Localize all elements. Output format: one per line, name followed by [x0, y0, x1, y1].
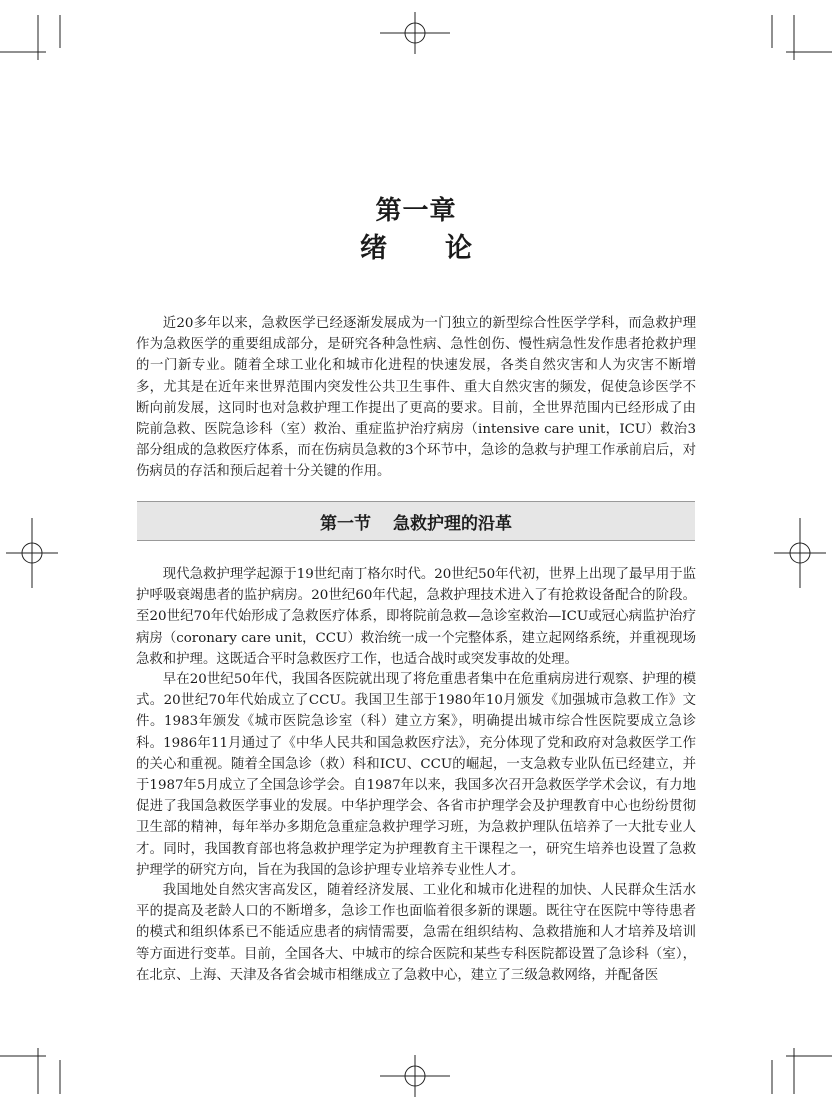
body-paragraph: 早在20世纪50年代，我国各医院就出现了将危重患者集中在危重病房进行观察、护理的模式。20世纪70年代始成立了CCU。我国卫生部于1980年10月颁发《加强城市急救工作》文件。1983年颁发《城市医院急诊室（科）建立方案》，明确提出城市综合性医院要成立急诊科。1986年11月通过了《中华人民共和国急救医疗法》，充分体现了党和政府对急救医学工作的关心和重视。随着全国急诊（救）科和ICU、CCU的崛起，一支急救专业队伍已经建立，并于1987年5月成立了全国急诊学会。自1987年以来，我国多次召开急救医学学术会议，有力地促进了我国急救医学事业的发展。中华护理学会、各省市护理学会及护理教育中心也纷纷贯彻卫生部的精神，每年举办多期危急重症急救护理学习班，为急救护理队伍培养了一大批专业人才。同时，我国教育部也将急救护理学定为护理教育主干课程之一，研究生培养也设置了急救护理学的研究方向，旨在为我国的急诊护理专业培养专业性人才。: [136, 672, 696, 878]
chapter-number: 第一章: [375, 196, 457, 226]
chapter-title: [0, 226, 832, 265]
registration-mark-bottom: [380, 1055, 450, 1097]
crop-mark-bottom-right: [772, 1048, 832, 1094]
section-header: [137, 501, 695, 541]
crop-mark-bottom-left: [0, 1048, 60, 1094]
crop-mark-top-left: [0, 15, 60, 60]
chapter-title-char: 论: [445, 233, 472, 264]
crop-mark-top-right: [772, 15, 832, 60]
section-title: 急救护理的沿革: [393, 513, 512, 534]
registration-mark-left: [6, 518, 58, 588]
registration-mark-right: [774, 518, 826, 588]
body-paragraph: 现代急救护理学起源于19世纪南丁格尔时代。20世纪50年代初，世界上出现了最早用于监护呼吸衰竭患者的监护病房。20世纪60年代起，急救护理技术进入了有抢救设备配合的阶段。至20世纪70年代始形成了急救医疗体系，即将院前急救—急诊室救治—ICU或冠心病监护治疗病房（coronary care unit，CCU）救治统一成一个完整体系，建立起网络系统，并重视现场急救和护理。这既适合平时急救医疗工作，也适合战时或突发事故的处理。: [136, 567, 696, 667]
registration-mark-top: [380, 12, 450, 54]
section-number: 第一节: [320, 513, 371, 534]
chapter-title-char: 绪: [360, 233, 387, 264]
body-paragraph: 我国地处自然灾害高发区，随着经济发展、工业化和城市化进程的加快、人民群众生活水平的提高及老龄人口的不断增多，急诊工作也面临着很多新的课题。既往守在医院中等待患者的模式和组织体系已不能适应患者的病情需要，急需在组织结构、急救措施和人才培养及培训等方面进行变革。目前，全国各大、中城市的综合医院和某些专科医院都设置了急诊科（室），在北京、上海、天津及各省会城市相继成立了急救中心，建立了三级急救网络，并配备医: [136, 883, 696, 983]
intro-paragraph: 近20多年以来，急救医学已经逐渐发展成为一门独立的新型综合性医学学科，而急救护理作为急救医学的重要组成部分，是研究各种急性病、急性创伤、慢性病急性发作患者抢救护理的一门新专业。随着全球工业化和城市化进程的快速发展，各类自然灾害和人为灾害不断增多，尤其是在近年来世界范围内突发性公共卫生事件、重大自然灾害的频发，促使急诊医学不断向前发展，这同时也对急救护理工作提出了更高的要求。目前，全世界范围内已经形成了由院前急救、医院急诊科（室）救治、重症监护治疗病房（intensive care unit，ICU）救治3部分组成的急救医疗体系，而在伤病员急救的3个环节中，急诊的急救与护理工作承前启后，对伤病员的存活和预后起着十分关键的作用。: [136, 316, 696, 480]
